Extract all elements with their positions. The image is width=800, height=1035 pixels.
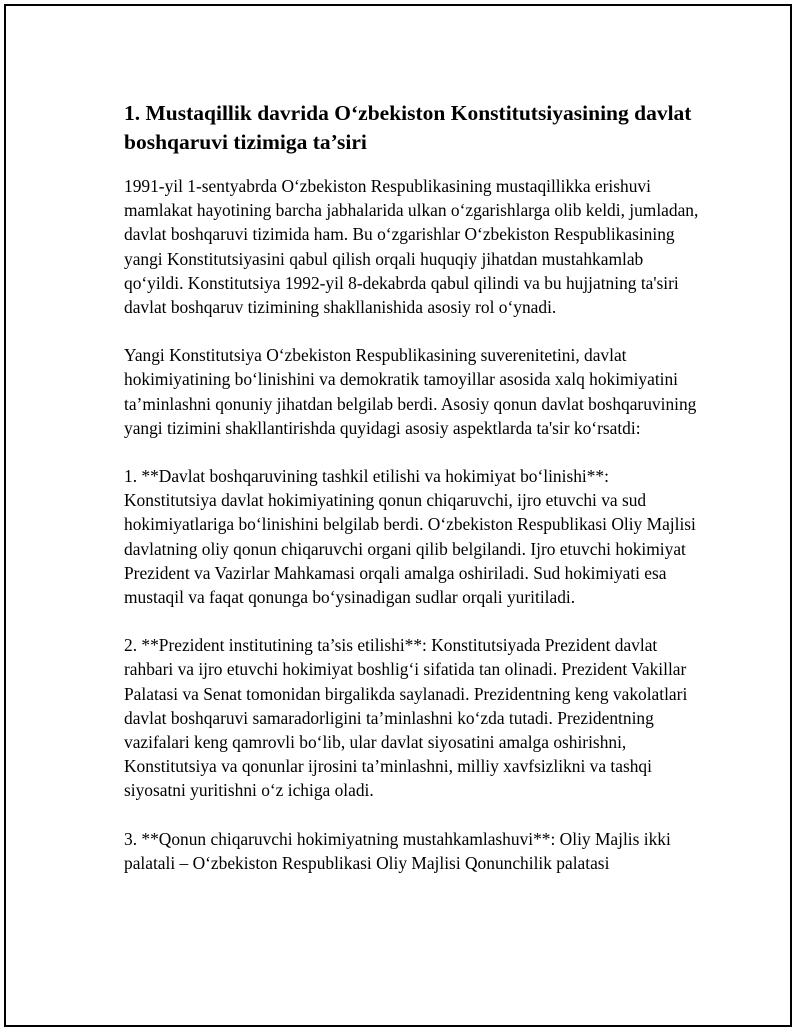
document-title: 1. Mustaqillik davrida O‘zbekiston Konstitutsiyasining davlat boshqaruvi tizimiga ta’siri [124, 101, 692, 154]
paragraph-item-2: 2. **Prezident institutining ta’sis etilishi**: Konstitutsiyada Prezident davlat rahbari va ijro etuvchi hokimiyat boshlig‘i sifatida tan olinadi. Prezident Vakillar Palatasi va Senat tomonidan birgalikda saylanadi. Prezidentning keng vakolatlari davlat boshqaruvi samaradorligini ta’minlashni ko‘zda tutadi. Prezidentning vazifalari keng qamrovli bo‘lib, ular davlat siyosatini amalga oshirishni, Konstitutsiya va qonunlar ijrosini ta’minlashni, milliy xavfsizlikni va tashqi siyosatni yuritishni o‘z ichiga oladi. [124, 635, 688, 801]
paragraph-constitution-aspects: Yangi Konstitutsiya O‘zbekiston Respublikasining suverenitetini, davlat hokimiyatining bo‘linishini va demokratik tamoyillar asosida xalq hokimiyatini ta’minlashni qonuniy jihatdan belgilab berdi. Asosiy qonun davlat boshqaruvining yangi tizimini shakllantirishda quyidagi asosiy aspektlarda ta'sir ko‘rsatdi: [124, 345, 697, 438]
paragraph-item-1: 1. **Davlat boshqaruvining tashkil etilishi va hokimiyat bo‘linishi**: Konstitutsiya davlat hokimiyatining qonun chiqaruvchi, ijro etuvchi va sud hokimiyatlariga bo‘linishini belgilab berdi. O‘zbekiston Respublikasi Oliy Majlisi davlatning oliy qonun chiqaruvchi organi qilib belgilandi. Ijro etuvchi hokimiyat Prezident va Vazirlar Mahkamasi orqali amalga oshiriladi. Sud hokimiyati esa mustaqil va faqat qonunga bo‘ysinadigan sudlar orqali yuritiladi. [124, 466, 696, 608]
document-body [124, 99, 706, 899]
document-page [4, 4, 792, 1027]
paragraph-item-3: 3. **Qonun chiqaruvchi hokimiyatning mustahkamlashuvi**: Oliy Majlis ikki palatali – O‘zbekiston Respublikasi Oliy Majlisi Qonunchilik palatasi [124, 828, 671, 873]
paragraph-intro: 1991-yil 1-sentyabrda O‘zbekiston Respublikasining mustaqillikka erishuvi mamlakat hayotining barcha jabhalarida ulkan o‘zgarishlarga olib keldi, jumladan, davlat boshqaruvi tizimida ham. Bu o‘zgarishlar O‘zbekiston Respublikasining yangi Konstitutsiyasini qabul qilish orqali huquqiy jihatdan mustahkamlab qo‘yildi. Konstitutsiya 1992-yil 8-dekabrda qabul qilindi va bu hujjatning ta'siri davlat boshqaruv tizimining shakllanishida asosiy rol o‘ynadi. [124, 176, 699, 318]
